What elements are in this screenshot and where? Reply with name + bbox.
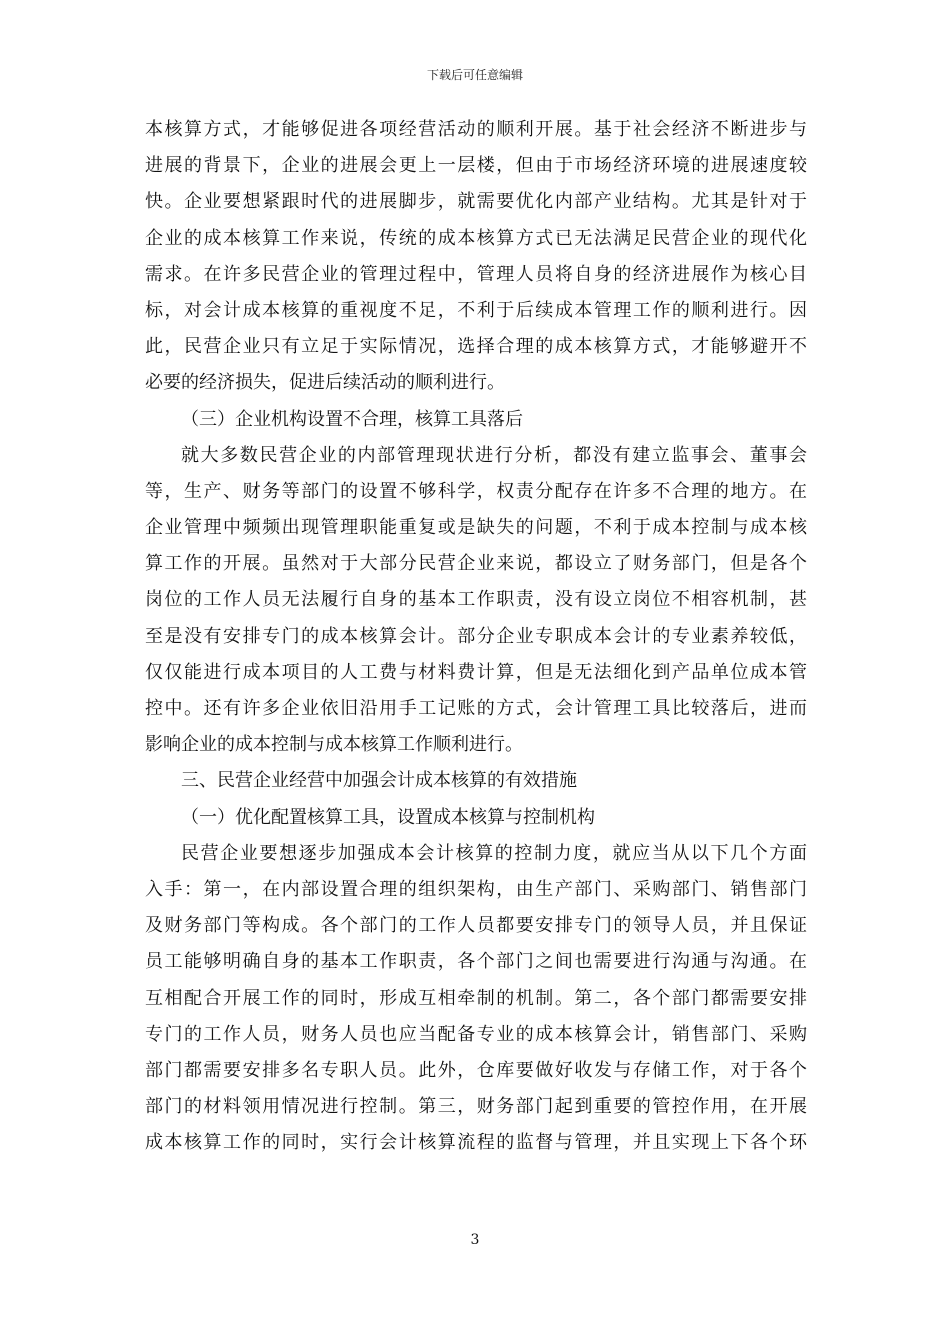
text-line: 岗位的工作人员无法履行自身的基本工作职责，没有设立岗位不相容机制，甚 bbox=[145, 589, 807, 611]
page-header: 下载后可任意编辑 bbox=[426, 68, 523, 82]
text-line: 企业管理中频频出现管理职能重复或是缺失的问题，不利于成本控制与成本核 bbox=[145, 517, 807, 539]
text-line: 至是没有安排专门的成本核算会计。部分企业专职成本会计的专业素养较低， bbox=[145, 625, 807, 647]
text-line: 就大多数民营企业的内部管理现状进行分析，都没有建立监事会、董事会 bbox=[181, 444, 807, 466]
text-line: （一）优化配置核算工具，设置成本核算与控制机构 bbox=[181, 806, 595, 828]
text-line: 控中。还有许多企业依旧沿用手工记账的方式，会计管理工具比较落后，进而 bbox=[145, 698, 807, 719]
text-line: 需求。在许多民营企业的管理过程中，管理人员将自身的经济进展作为核心目 bbox=[145, 263, 807, 285]
text-line: 必要的经济损失，促进后续活动的顺利进行。 bbox=[145, 372, 505, 394]
text-line: 入手：第一，在内部设置合理的组织架构，由生产部门、采购部门、销售部门 bbox=[145, 878, 807, 900]
page-number: 3 bbox=[470, 1232, 480, 1248]
text-line: 标，对会计成本核算的重视度不足，不利于后续成本管理工作的顺利进行。因 bbox=[145, 299, 807, 321]
text-line: 互相配合开展工作的同时，形成互相牵制的机制。第二，各个部门都需要安排 bbox=[145, 987, 807, 1009]
text-line: 三、民营企业经营中加强会计成本核算的有效措施 bbox=[181, 770, 577, 792]
text-line: 部门的材料领用情况进行控制。第三，财务部门起到重要的管控作用，在开展 bbox=[145, 1096, 807, 1118]
text-line: （三）企业机构设置不合理，核算工具落后 bbox=[181, 408, 523, 430]
text-line: 部门都需要安排多名专职人员。此外，仓库要做好收发与存储工作，对于各个 bbox=[145, 1059, 807, 1081]
text-line: 仅仅能进行成本项目的人工费与材料费计算，但是无法细化到产品单位成本管 bbox=[145, 661, 807, 683]
text-line: 成本核算工作的同时，实行会计核算流程的监督与管理，并且实现上下各个环 bbox=[145, 1132, 807, 1154]
text-line: 企业的成本核算工作来说，传统的成本核算方式已无法满足民营企业的现代化 bbox=[145, 227, 807, 249]
text-line: 此，民营企业只有立足于实际情况，选择合理的成本核算方式，才能够避开不 bbox=[145, 336, 807, 358]
text-line: 及财务部门等构成。各个部门的工作人员都要安排专门的领导人员，并且保证 bbox=[145, 915, 807, 937]
text-line: 影响企业的成本控制与成本核算工作顺利进行。 bbox=[145, 734, 523, 756]
document-body bbox=[145, 112, 807, 1161]
text-line: 算工作的开展。虽然对于大部分民营企业来说，都设立了财务部门，但是各个 bbox=[145, 553, 807, 575]
text-line: 员工能够明确自身的基本工作职责，各个部门之间也需要进行沟通与沟通。在 bbox=[145, 951, 807, 973]
text-line: 专门的工作人员，财务人员也应当配备专业的成本核算会计，销售部门、采购 bbox=[145, 1023, 807, 1045]
text-line: 本核算方式，才能够促进各项经营活动的顺利开展。基于社会经济不断进步与 bbox=[145, 119, 807, 140]
text-line: 等，生产、财务等部门的设置不够科学，权责分配存在许多不合理的地方。在 bbox=[145, 480, 807, 502]
text-line: 快。企业要想紧跟时代的进展脚步，就需要优化内部产业结构。尤其是针对于 bbox=[145, 191, 807, 213]
text-line: 民营企业要想逐步加强成本会计核算的控制力度，就应当从以下几个方面 bbox=[181, 842, 807, 864]
text-line: 进展的背景下，企业的进展会更上一层楼，但由于市场经济环境的进展速度较 bbox=[145, 155, 807, 177]
